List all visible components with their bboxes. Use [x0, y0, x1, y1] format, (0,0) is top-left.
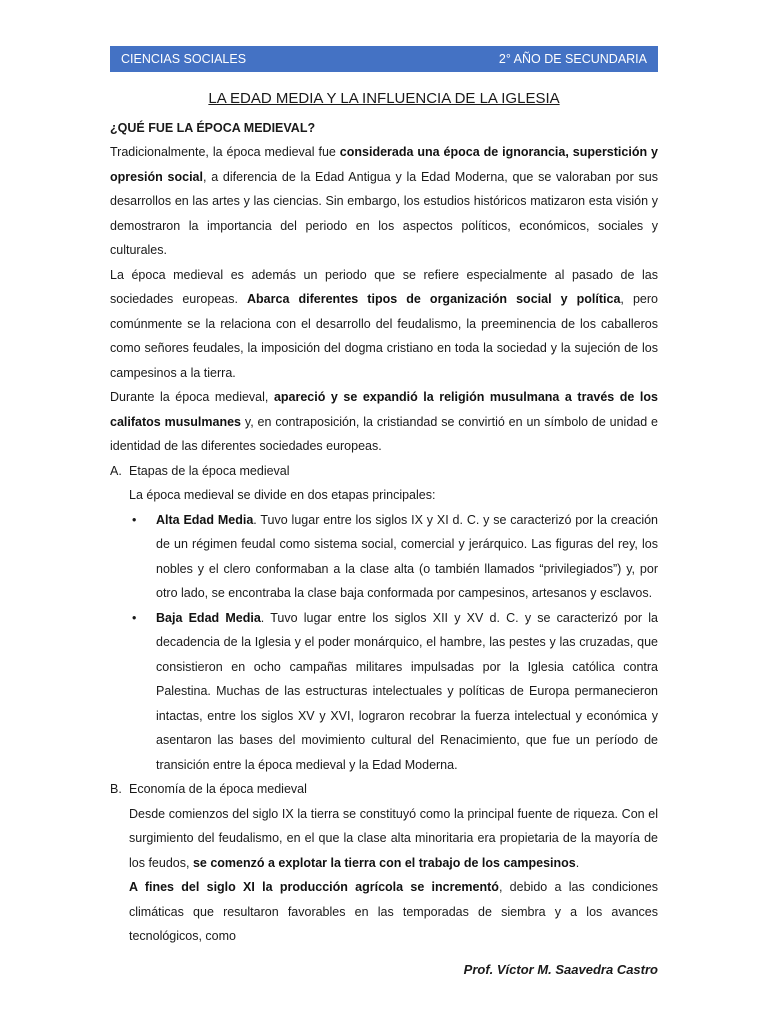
p2-text-a: La época medieval es además un periodo que se refiere especialmente al pasado de las sociedades europeas.	[110, 267, 658, 306]
list-item	[110, 606, 658, 778]
section-question: ¿QUÉ FUE LA ÉPOCA MEDIEVAL?	[110, 121, 316, 135]
b-p2-text: , debido a las condiciones climáticas que resultaron favorables en las temporadas de siembra y a los avances tecnológicos, como	[129, 880, 658, 943]
document-body	[110, 88, 658, 949]
p3-text-a: Durante la época medieval,	[110, 390, 274, 404]
paragraph-3	[110, 385, 658, 459]
p2-text-c: , pero comúnmente se la relaciona con el desarrollo del feudalismo, la preeminencia de los caballeros como señores feudales, la imposición del dogma cristiano en toda la sociedad y la sujeción de los campesinos a la tierra.	[110, 292, 658, 380]
section-b-paragraph-2	[110, 875, 658, 949]
stage-name: Alta Edad Media	[156, 512, 254, 527]
section-b-letter: B.	[110, 782, 122, 796]
section-a-title: Etapas de la época medieval	[129, 463, 290, 478]
paragraph-1	[110, 140, 658, 263]
bullet-icon: •	[132, 512, 137, 527]
list-item	[110, 508, 658, 606]
paragraph-2	[110, 263, 658, 386]
b-p2-bold: A fines del siglo XI la producción agrícola se incrementó	[129, 880, 499, 894]
section-a-heading	[110, 459, 658, 484]
header-grade: 2° AÑO DE SECUNDARIA	[498, 52, 647, 66]
b-p1-bold: se comenzó a explotar la tierra con el trabajo de los campesinos	[192, 855, 576, 870]
author-footer: Prof. Víctor M. Saavedra Castro	[463, 962, 658, 977]
b-p1-text-a: Desde comienzos del siglo IX la tierra se constituyó como la principal fuente de riqueza. Con el surgimiento del feudalismo, en el que la clase alta minoritaria era propietaria de la mayoría de los feudos,	[129, 806, 658, 870]
stage-text: . Tuvo lugar entre los siglos XII y XV d. C. y se caracterizó por la decadencia de la Iglesia y el poder monárquico, el hambre, las pestes y las cruzadas, que consistieron en ocho campañas militares impulsadas por la Iglesia católica contra Palestina. Muchas de las estructuras intelectuales y políticas de Europa permanecieron intactas, entre los siglos XV y XVI, lograron recobrar la fuerza intelectual y económica y asentaron las bases del movimiento cultural del Renacimiento, que fue un período de transición entre la época medieval y la Edad Moderna.	[156, 610, 658, 772]
section-b-title: Economía de la época medieval	[129, 782, 307, 796]
stage-list	[110, 508, 658, 778]
section-b-heading	[110, 777, 658, 802]
page-title: LA EDAD MEDIA Y LA INFLUENCIA DE LA IGLESIA	[208, 90, 560, 107]
section-a-letter: A.	[110, 463, 122, 478]
p1-text-c: , a diferencia de la Edad Antigua y la Edad Moderna, que se valoraban por sus desarrollos en las artes y las ciencias. Sin embargo, los estudios históricos matizaron esta visión y demostraron la importancia del periodo en los aspectos políticos, económicos, sociales y culturales.	[110, 169, 658, 257]
stage-name: Baja Edad Media	[156, 610, 261, 625]
p3-bold: apareció y se expandió la religión musulmana a través de los califatos musulmanes	[110, 390, 658, 429]
p2-bold: Abarca diferentes tipos de organización social y política	[247, 292, 621, 306]
stage-text: . Tuvo lugar entre los siglos IX y XI d. C. y se caracterizó por la creación de un régimen feudal como sistema social, comercial y jerárquico. Las figuras del rey, los nobles y el clero conformaban a la clase alta (o también llamados “privilegiados”) y, por otro lado, se encontraba la clase baja conformada por campesinos, artesanos y esclavos.	[156, 512, 658, 600]
section-b-paragraph-1	[110, 802, 658, 876]
section-a-intro: La época medieval se divide en dos etapas principales:	[129, 488, 436, 502]
p3-text-c: y, en contraposición, la cristiandad se convirtió en un símbolo de unidad e identidad de las diferentes sociedades europeas.	[110, 414, 658, 453]
header-subject: CIENCIAS SOCIALES	[121, 52, 247, 66]
bullet-icon: •	[132, 610, 137, 625]
b-p1-text-c: .	[575, 855, 580, 870]
p1-bold: considerada una época de ignorancia, superstición y opresión social	[110, 145, 658, 184]
page-header	[110, 46, 658, 72]
p1-text-a: Tradicionalmente, la época medieval fue	[110, 145, 340, 159]
